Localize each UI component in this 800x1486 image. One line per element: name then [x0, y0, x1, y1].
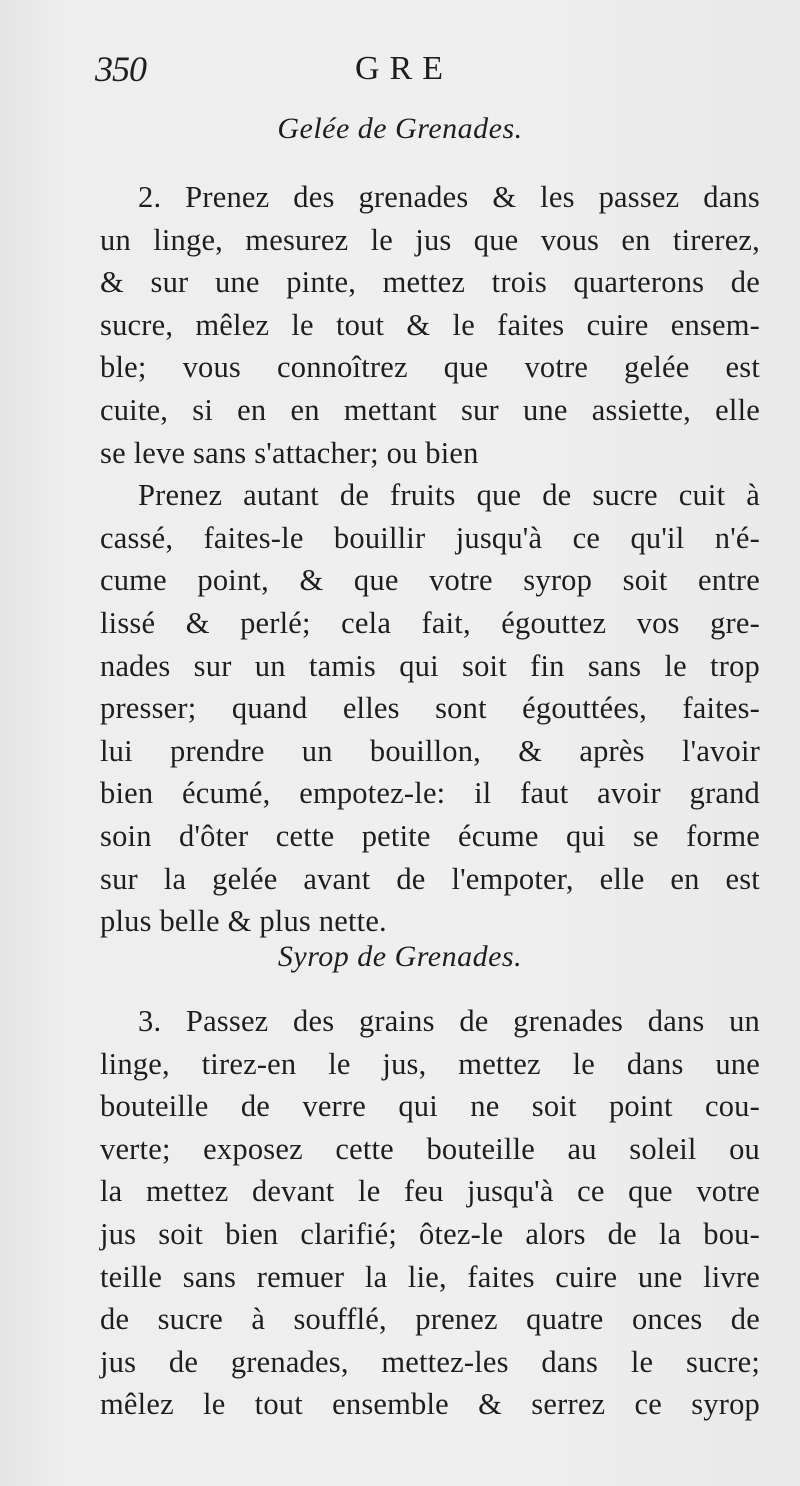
text-line: plus belle & plus nette. — [100, 904, 387, 939]
page-number: 350 — [95, 49, 146, 89]
page-header — [95, 48, 765, 98]
text-line: soin d'ôter cette petite écume qui se forme — [100, 818, 760, 853]
text-line: cume point, & que votre syrop soit entre — [100, 563, 760, 598]
text-line: de sucre à soufflé, prenez quatre onces de — [100, 1302, 760, 1337]
text-line: & sur une pinte, mettez trois quarterons de — [100, 265, 760, 300]
text-line: jus soit bien clarifié; ôtez-le alors de la bou- — [100, 1216, 760, 1251]
section-title-syrop: Syrop de Grenades. — [277, 940, 523, 973]
text-line: bouteille de verre qui ne soit point cou- — [100, 1089, 760, 1124]
text-line: sucre, mêlez le tout & le faites cuire ensem- — [100, 307, 760, 342]
section-body-gelee — [100, 176, 760, 943]
text-line: Prenez autant de fruits que de sucre cuit à — [138, 478, 760, 513]
text-line: ble; vous connoîtrez que votre gelée est — [100, 350, 760, 385]
text-line: mêlez le tout ensemble & serrez ce syrop — [100, 1387, 760, 1422]
text-line: jus de grenades, mettez-les dans le sucre; — [100, 1344, 760, 1379]
text-line: se leve sans s'attacher; ou bien — [100, 435, 479, 470]
text-line: lissé & perlé; cela fait, égouttez vos gre- — [100, 605, 760, 640]
text-line: cuite, si en en mettant sur une assiette, elle — [100, 392, 760, 427]
text-line: la mettez devant le feu jusqu'à ce que votre — [100, 1174, 760, 1209]
text-line: sur la gelée avant de l'empoter, elle en est — [100, 861, 760, 896]
section-title-gelee: Gelée de Grenades. — [277, 112, 523, 145]
text-line: 2. Prenez des grenades & les passez dans — [138, 180, 760, 214]
text-line: lui prendre un bouillon, & après l'avoir — [100, 733, 760, 768]
section-body-syrop — [100, 1000, 760, 1426]
text-line: presser; quand elles sont égouttées, faites- — [100, 691, 760, 726]
text-line: nades sur un tamis qui soit fin sans le trop — [100, 648, 760, 683]
text-line: teille sans remuer la lie, faites cuire une livre — [100, 1259, 760, 1294]
text-line: cassé, faites-le bouillir jusqu'à ce qu'il n'é- — [100, 520, 760, 555]
text-line: un linge, mesurez le jus que vous en tirerez, — [100, 222, 760, 257]
text-line: linge, tirez-en le jus, mettez le dans une — [100, 1046, 760, 1081]
text-line: bien écumé, empotez-le: il faut avoir grand — [100, 776, 760, 811]
text-line: 3. Passez des grains de grenades dans un — [138, 1004, 760, 1038]
running-title: GRE — [355, 50, 453, 87]
text-line: verte; exposez cette bouteille au soleil ou — [100, 1131, 760, 1166]
